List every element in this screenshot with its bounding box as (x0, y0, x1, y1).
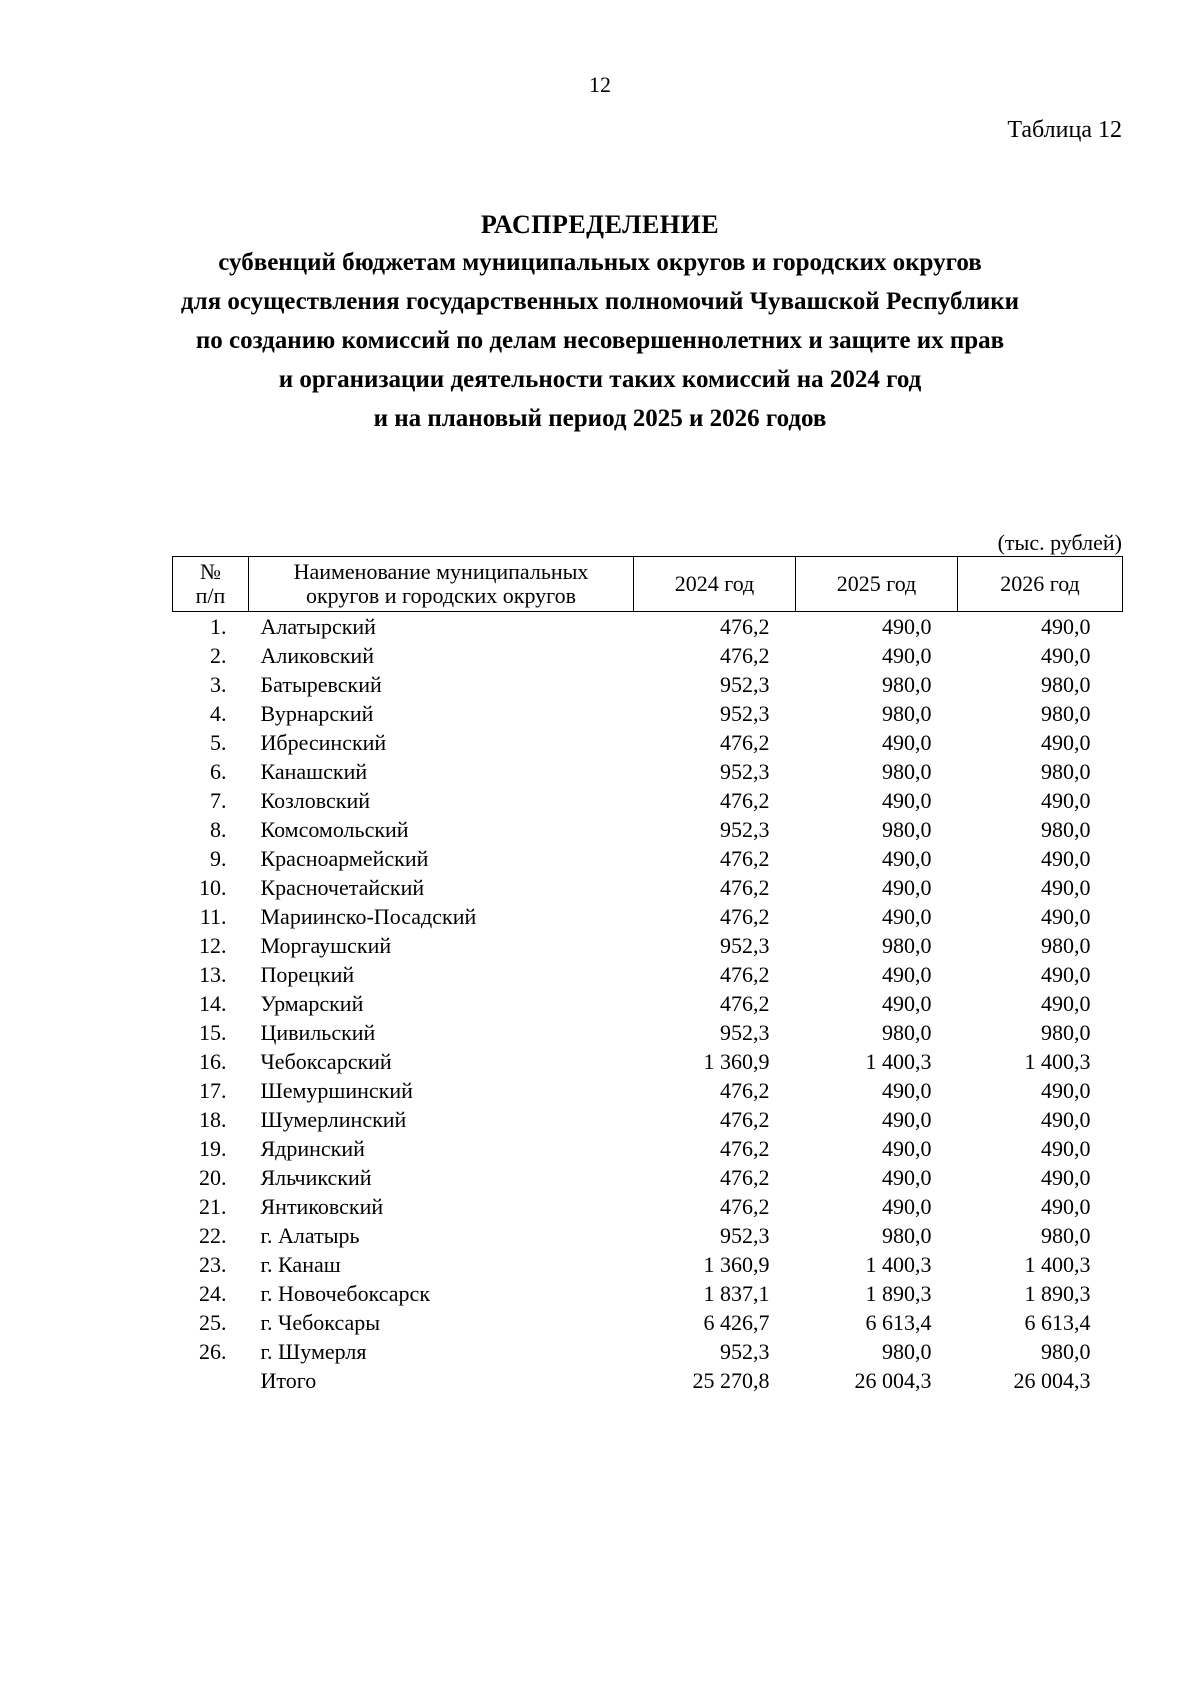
header-2024: 2024 год (634, 557, 796, 612)
cell-2026: 980,0 (1041, 759, 1091, 784)
cell-2026: 6 613,4 (1024, 1310, 1091, 1335)
cell-2024: 952,3 (720, 759, 770, 784)
cell-name: Чебоксарский (260, 1049, 392, 1074)
cell-2025: 980,0 (882, 1223, 932, 1248)
title-line: по созданию комиссий по делам несовершеннолетних и защите их прав (195, 327, 1005, 354)
cell-name: Шемуршинский (260, 1078, 413, 1103)
cell-2025: 490,0 (882, 1136, 932, 1161)
cell-name: Вурнарский (260, 701, 374, 726)
header-2026: 2026 год (958, 557, 1123, 612)
cell-2024: 476,2 (720, 846, 770, 871)
table-row (173, 1163, 1123, 1192)
cell-2026: 490,0 (1041, 788, 1091, 813)
table-row (173, 1221, 1123, 1250)
cell-2026: 980,0 (1041, 1339, 1091, 1364)
cell-name: Ибресинский (260, 730, 387, 755)
cell-2025: 490,0 (882, 730, 932, 755)
title-main: РАСПРЕДЕЛЕНИЕ (480, 210, 720, 239)
table-row (173, 757, 1123, 786)
table-row (173, 1076, 1123, 1105)
cell-name: Порецкий (260, 962, 355, 987)
cell-2025: 980,0 (882, 1339, 932, 1364)
header-number-line1: № (200, 559, 221, 584)
cell-2025: 490,0 (882, 643, 932, 668)
cell-name: Урмарский (260, 991, 364, 1016)
cell-2025: 490,0 (882, 962, 932, 987)
cell-2024: 476,2 (720, 614, 770, 639)
cell-name: Мариинско-Посадский (260, 904, 477, 929)
cell-number: 26. (199, 1339, 227, 1364)
cell-number: 24. (199, 1281, 227, 1306)
cell-2024: 476,2 (720, 788, 770, 813)
table-row (173, 641, 1123, 670)
cell-2025: 6 613,4 (865, 1310, 932, 1335)
cell-2025: 490,0 (882, 614, 932, 639)
cell-2026: 490,0 (1041, 846, 1091, 871)
cell-number: 20. (199, 1165, 227, 1190)
cell-name: Алатырский (260, 614, 376, 639)
cell-2026: 490,0 (1041, 643, 1091, 668)
header-number-line2: п/п (195, 583, 226, 608)
cell-2026: 490,0 (1041, 875, 1091, 900)
document-title (0, 207, 1200, 438)
table-row (173, 1105, 1123, 1134)
table-row (173, 786, 1123, 815)
cell-number: 10. (199, 875, 227, 900)
cell-2026: 490,0 (1041, 614, 1091, 639)
cell-2025: 490,0 (882, 1078, 932, 1103)
cell-name: г. Чебоксары (260, 1310, 381, 1335)
cell-2024: 25 270,8 (692, 1368, 770, 1393)
cell-name: г. Алатырь (260, 1223, 360, 1248)
table-row (173, 1018, 1123, 1047)
cell-name: Козловский (260, 788, 371, 813)
cell-2024: 476,2 (720, 730, 770, 755)
cell-2024: 952,3 (720, 672, 770, 697)
cell-name: Яльчикский (260, 1165, 372, 1190)
table-label: Таблица 12 (1007, 117, 1122, 143)
cell-2025: 1 890,3 (865, 1281, 932, 1306)
table-body (173, 612, 1123, 1396)
cell-2024: 952,3 (720, 1339, 770, 1364)
table-row (173, 1337, 1123, 1366)
table-row (173, 1250, 1123, 1279)
cell-2025: 490,0 (882, 904, 932, 929)
cell-number: 22. (199, 1223, 227, 1248)
cell-number: 17. (199, 1078, 227, 1103)
cell-2025: 490,0 (882, 1194, 932, 1219)
cell-name: Цивильский (260, 1020, 376, 1045)
cell-2026: 26 004,3 (1013, 1368, 1091, 1393)
cell-2024: 476,2 (720, 875, 770, 900)
cell-2025: 490,0 (882, 991, 932, 1016)
title-line: субвенций бюджетам муниципальных округов и городских округов (218, 249, 982, 276)
cell-2025: 980,0 (882, 1020, 932, 1045)
cell-2025: 980,0 (882, 701, 932, 726)
cell-2026: 980,0 (1041, 701, 1091, 726)
cell-2024: 476,2 (720, 1194, 770, 1219)
cell-number: 2. (210, 643, 227, 668)
cell-name: Комсомольский (260, 817, 409, 842)
header-2025: 2025 год (796, 557, 958, 612)
cell-2026: 980,0 (1041, 933, 1091, 958)
cell-2026: 980,0 (1041, 817, 1091, 842)
table-row (173, 670, 1123, 699)
cell-2024: 476,2 (720, 904, 770, 929)
cell-name: Батыревский (260, 672, 382, 697)
cell-name: г. Новочебоксарск (260, 1281, 431, 1306)
cell-2026: 980,0 (1041, 1223, 1091, 1248)
cell-2026: 490,0 (1041, 991, 1091, 1016)
cell-2024: 952,3 (720, 1020, 770, 1045)
cell-2025: 490,0 (882, 846, 932, 871)
cell-2025: 1 400,3 (865, 1252, 932, 1277)
cell-2026: 490,0 (1041, 1136, 1091, 1161)
cell-2024: 1 360,9 (703, 1049, 770, 1074)
table-row (173, 931, 1123, 960)
table-row (173, 1134, 1123, 1163)
cell-number: 23. (199, 1252, 227, 1277)
title-line: для осуществления государственных полномочий Чувашской Республики (180, 288, 1020, 315)
cell-2026: 490,0 (1041, 1078, 1091, 1103)
cell-name: Канашский (260, 759, 368, 784)
cell-number: 25. (199, 1310, 227, 1335)
cell-number: 15. (199, 1020, 227, 1045)
cell-2026: 490,0 (1041, 730, 1091, 755)
table-header-row (173, 557, 1123, 612)
cell-name: Ядринский (260, 1136, 365, 1161)
header-name (249, 557, 634, 612)
table-row (173, 699, 1123, 728)
cell-number: 19. (199, 1136, 227, 1161)
table-row (173, 989, 1123, 1018)
cell-number: 21. (199, 1194, 227, 1219)
cell-2024: 476,2 (720, 991, 770, 1016)
units-label: (тыс. рублей) (997, 530, 1122, 555)
cell-2025: 490,0 (882, 788, 932, 813)
cell-2026: 980,0 (1041, 672, 1091, 697)
cell-name: Янтиковский (260, 1194, 384, 1219)
title-line: и на плановый период 2025 и 2026 годов (373, 405, 827, 432)
cell-name: г. Канаш (260, 1252, 341, 1277)
cell-number: 14. (199, 991, 227, 1016)
cell-number: 4. (210, 701, 227, 726)
cell-name: Аликовский (260, 643, 374, 668)
cell-2026: 980,0 (1041, 1020, 1091, 1045)
cell-name: Шумерлинский (260, 1107, 407, 1132)
table-row (173, 902, 1123, 931)
cell-2025: 980,0 (882, 933, 932, 958)
title-line: и организации деятельности таких комиссий на 2024 год (278, 366, 922, 393)
cell-2025: 980,0 (882, 672, 932, 697)
table-row (173, 960, 1123, 989)
table-row (173, 1192, 1123, 1221)
cell-2025: 490,0 (882, 875, 932, 900)
cell-number: 18. (199, 1107, 227, 1132)
cell-2025: 490,0 (882, 1107, 932, 1132)
cell-number: 13. (199, 962, 227, 987)
table-row (173, 1279, 1123, 1308)
table-row (173, 815, 1123, 844)
cell-number: 16. (199, 1049, 227, 1074)
cell-2025: 980,0 (882, 759, 932, 784)
cell-number: 7. (210, 788, 227, 813)
cell-name: г. Шумерля (260, 1339, 367, 1364)
cell-2026: 1 890,3 (1024, 1281, 1091, 1306)
cell-2026: 490,0 (1041, 1165, 1091, 1190)
cell-2025: 26 004,3 (854, 1368, 932, 1393)
cell-2024: 1 837,1 (703, 1281, 770, 1306)
cell-2026: 1 400,3 (1024, 1252, 1091, 1277)
distribution-table (172, 556, 1123, 1395)
cell-name: Итого (260, 1368, 317, 1393)
cell-2025: 490,0 (882, 1165, 932, 1190)
cell-name: Моргаушский (260, 933, 392, 958)
table-row (173, 1308, 1123, 1337)
cell-2026: 490,0 (1041, 904, 1091, 929)
cell-number: 6. (210, 759, 227, 784)
table-row (173, 1047, 1123, 1076)
cell-2025: 1 400,3 (865, 1049, 932, 1074)
header-name-line2: округов и городских округов (305, 583, 577, 608)
cell-2024: 476,2 (720, 1165, 770, 1190)
cell-2026: 490,0 (1041, 1194, 1091, 1219)
page-number: 12 (589, 72, 611, 97)
cell-name: Красночетайский (260, 875, 425, 900)
cell-2024: 1 360,9 (703, 1252, 770, 1277)
table-total-row (173, 1366, 1123, 1395)
cell-number (173, 1366, 249, 1395)
cell-number: 8. (210, 817, 227, 842)
cell-2024: 476,2 (720, 1078, 770, 1103)
table-row (173, 612, 1123, 642)
table-row (173, 844, 1123, 873)
cell-2024: 476,2 (720, 643, 770, 668)
cell-number: 1. (210, 614, 227, 639)
cell-2024: 952,3 (720, 817, 770, 842)
cell-number: 9. (210, 846, 227, 871)
cell-2025: 980,0 (882, 817, 932, 842)
cell-number: 5. (210, 730, 227, 755)
cell-number: 12. (199, 933, 227, 958)
table-row (173, 873, 1123, 902)
header-name-line1: Наименование муниципальных (293, 559, 589, 584)
cell-2024: 6 426,7 (703, 1310, 770, 1335)
cell-2024: 952,3 (720, 1223, 770, 1248)
cell-2026: 490,0 (1041, 962, 1091, 987)
header-number (173, 557, 249, 612)
cell-2024: 952,3 (720, 933, 770, 958)
cell-2024: 476,2 (720, 1136, 770, 1161)
cell-number: 3. (210, 672, 227, 697)
cell-number: 11. (199, 904, 227, 929)
cell-2026: 490,0 (1041, 1107, 1091, 1132)
cell-2026: 1 400,3 (1024, 1049, 1091, 1074)
cell-2024: 476,2 (720, 962, 770, 987)
cell-2024: 476,2 (720, 1107, 770, 1132)
cell-name: Красноармейский (260, 846, 429, 871)
cell-2024: 952,3 (720, 701, 770, 726)
table-row (173, 728, 1123, 757)
